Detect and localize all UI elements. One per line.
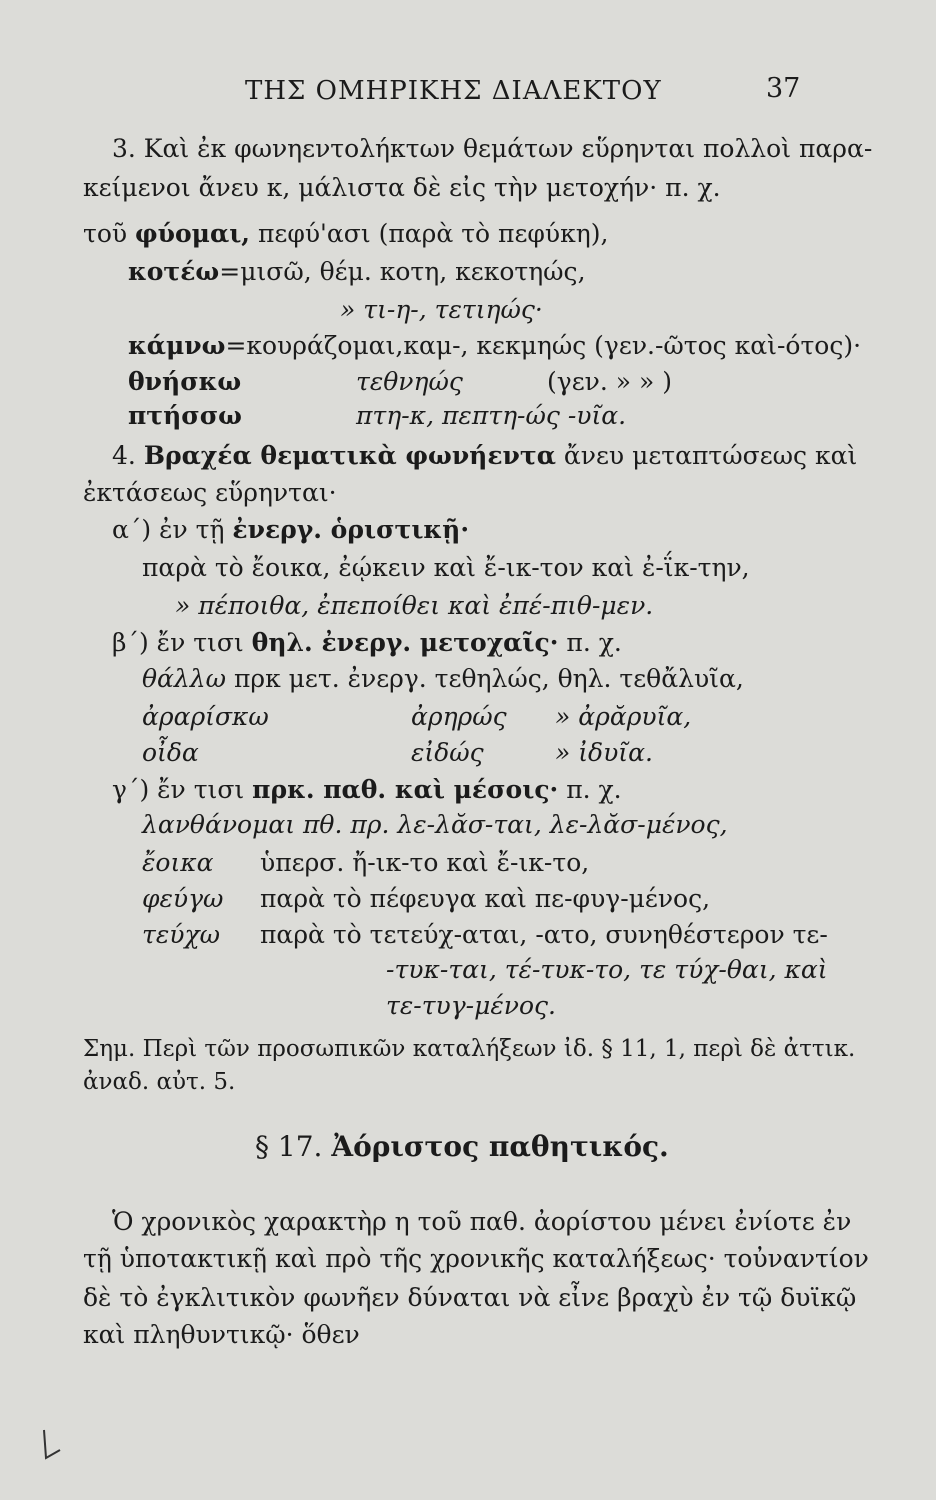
b-row3-verb: οἶδα	[142, 738, 199, 767]
final-line-1: Ὁ χρονικὸς χαρακτὴρ η τοῦ παθ. ἀορίστου μένει ἐνίοτε ἐν	[112, 1207, 852, 1236]
fyomai-lead: τοῦ	[83, 219, 136, 248]
p3-kamno-line	[128, 331, 861, 361]
p4-line1-rest: ἄνευ μεταπτώσεως καὶ	[555, 441, 858, 470]
b-row1-rest: πρκ μετ. ἐνεργ. τεθηλώς, θηλ. τεθἄλυῖα,	[226, 664, 744, 693]
note-line-2: ἀναδ. αὐτ. 5.	[83, 1069, 236, 1095]
b-row2-form: ἀρηρώς	[411, 702, 507, 731]
c-row3-rest: παρὰ τὸ πέφευγα καὶ πε-φυγ-μένος,	[260, 884, 711, 913]
b-bold: θηλ. ἐνεργ. μετοχαῖς·	[251, 628, 559, 657]
p4-a-heading	[112, 515, 469, 545]
fyomai-rest: πεφύ'ασι (παρὰ τὸ πεφύκη),	[250, 219, 609, 248]
section-title: Ἀόριστος παθητικός.	[331, 1130, 669, 1163]
fyomai-verb: φύομαι,	[135, 219, 251, 248]
b-row1-verb: θάλλω	[142, 664, 227, 693]
section-number: § 17.	[255, 1130, 332, 1163]
p3-koteo-cont: » τι-η-, τετιηώς·	[340, 295, 543, 324]
kamno-rest: =κουράζομαι,καμ-, κεκμηώς (γεν.-ῶτος καὶ-ότος)·	[225, 331, 862, 360]
p4-b-heading	[112, 628, 622, 658]
c-label: γ΄) ἔν τισι	[112, 775, 253, 804]
c-bold: πρκ. παθ. καὶ μέσοις·	[252, 775, 559, 804]
c-row1-verb: λανθάνομαι	[142, 810, 296, 839]
p4-a-line-1: παρὰ τὸ ἔοικα, ἐῴκειν καὶ ἔ-ικ-τον καὶ ἐ-ΐκ-την,	[142, 553, 750, 582]
p4-heading: Βραχέα θεματικὰ φωνήεντα	[143, 441, 556, 470]
p4-num: 4.	[112, 441, 144, 470]
p4-line-1	[112, 441, 857, 471]
c-row2-verb: ἔοικα	[142, 848, 214, 877]
p4-c-row-1	[142, 810, 728, 840]
p4-c-heading	[112, 775, 622, 805]
b-label: β΄) ἔν τισι	[112, 628, 252, 657]
ptesso-form: πτη-κ, πεπτη-ώς -υῖα.	[356, 401, 627, 430]
c-tail: π. χ.	[558, 775, 622, 804]
p4-line-2: ἐκτάσεως εὕρηνται·	[83, 478, 337, 507]
p4-b-row-1	[142, 664, 744, 694]
p3-line-1: 3. Καὶ ἐκ φωνηεντολήκτων θεμάτων εὕρηνται πολλοὶ παρα-	[112, 134, 873, 163]
c-row4-verb: τεύχω	[142, 920, 220, 949]
a-bold: ἐνεργ. ὁριστικῇ·	[232, 515, 470, 544]
final-line-3: δὲ τὸ ἐγκλιτικὸν φωνῆεν δύναται νὰ εἶνε βραχὺ ἐν τῷ δυϊκῷ	[83, 1283, 857, 1312]
b-row2-verb: ἀραρίσκω	[142, 702, 269, 731]
ptesso-verb: πτήσσω	[128, 401, 242, 430]
thnesko-form: τεθνηώς	[356, 367, 463, 396]
page-number: 37	[766, 73, 801, 104]
p3-line-2: κείμενοι ἄνευ κ, μάλιστα δὲ εἰς τὴν μετοχήν· π. χ.	[83, 173, 721, 202]
section-heading	[255, 1132, 669, 1162]
b-row3-fem: » ἰδυῖα.	[555, 738, 653, 767]
c-row4-rest: παρὰ τὸ τετεύχ-αται, -ατο, συνηθέστερον τε-	[260, 920, 828, 949]
koteo-rest: =μισῶ, θέμ. κοτη, κεκοτηώς,	[219, 257, 586, 286]
kamno-verb: κάμνω	[128, 331, 226, 360]
c-row4-cont-2: τε-τυγ-μένος.	[386, 991, 556, 1020]
note-line-1: Σημ. Περὶ τῶν προσωπικῶν καταλήξεων ἰδ. § 11, 1, περὶ δὲ ἀττικ.	[83, 1036, 856, 1062]
a-label: α΄) ἐν τῇ	[112, 515, 233, 544]
running-header: ΤΗΣ ΟΜΗΡΙΚΗΣ ΔΙΑΛΕΚΤΟΥ	[245, 76, 662, 106]
c-row2-rest: ὑπερσ. ἤ-ικ-το καὶ ἔ-ικ-το,	[260, 848, 590, 877]
final-line-2: τῇ ὑποτακτικῇ καὶ πρὸ τῆς χρονικῆς καταλήξεως· τοὐναντίον	[83, 1244, 869, 1273]
p4-a-line-2: » πέποιθα, ἐπεποίθει καὶ ἐπέ-πιθ-μεν.	[175, 591, 654, 620]
b-row2-fem: » ἀρᾰρυῖα,	[555, 702, 692, 731]
p3-koteo-line	[128, 257, 586, 287]
margin-pencil-mark	[38, 1428, 64, 1460]
final-line-4: καὶ πληθυντικῷ· ὅθεν	[83, 1320, 360, 1349]
p3-fyomai-line	[83, 219, 608, 249]
c-row3-verb: φεύγω	[142, 884, 224, 913]
b-tail: π. χ.	[558, 628, 622, 657]
thnesko-verb: θνήσκω	[128, 367, 242, 396]
b-row3-form: εἰδώς	[411, 738, 484, 767]
thnesko-gen: (γεν. » » )	[547, 367, 672, 396]
c-row1-rest: πθ. πρ. λε-λᾰσ-ται, λε-λᾰσ-μένος,	[295, 810, 728, 839]
koteo-verb: κοτέω	[128, 257, 220, 286]
c-row4-cont-1: -τυκ-ται, τέ-τυκ-το, τε τύχ-θαι, καὶ	[386, 955, 828, 984]
